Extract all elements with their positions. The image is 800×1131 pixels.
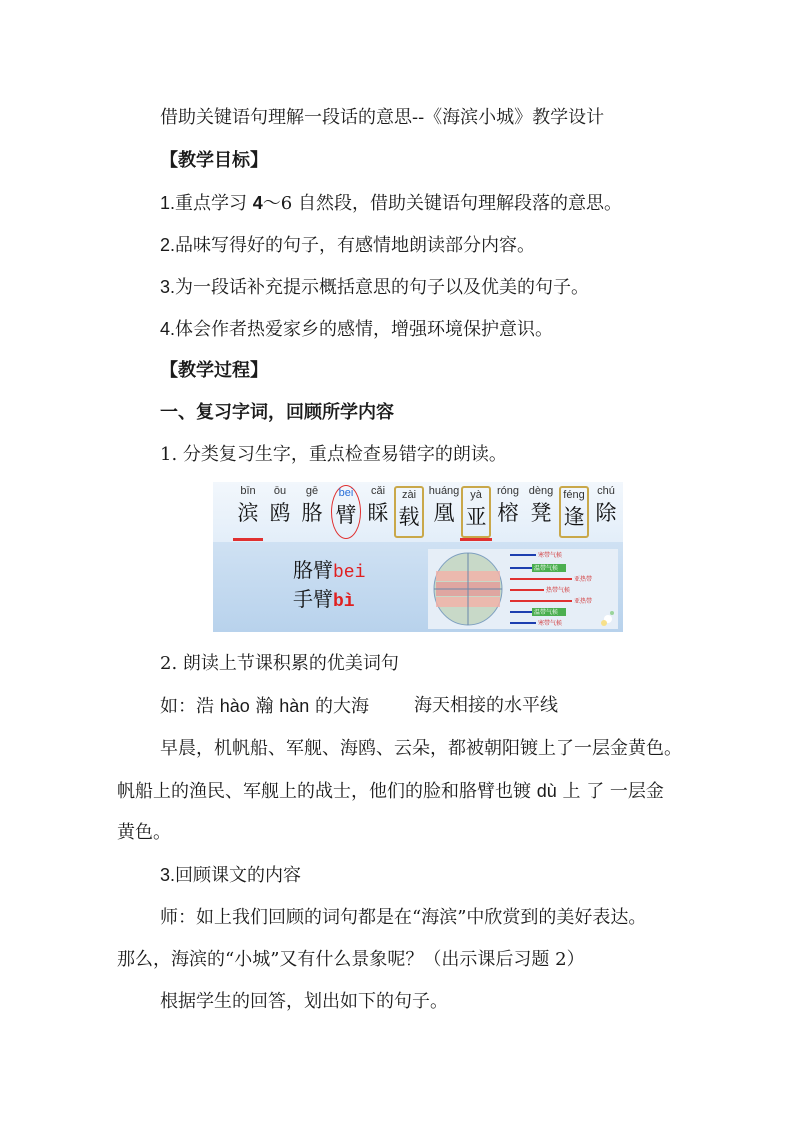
goal-text: 品味写得好的句子，有感情地朗读部分内容。 [175,235,536,256]
goal-item-2 [160,233,535,258]
goal-text: 体会作者热爱家乡的感情，增强环境保护意识。 [175,319,554,340]
paragraph-pinyin: dù [536,781,557,801]
goal-text: ～6 自然段，借助关键语句理解段落的意思。 [262,193,622,214]
word-hanzi: 手臂 [293,587,333,611]
character-band [213,482,623,542]
example-text: 如：浩 [160,696,220,717]
goals-heading: 【教学目标】 [160,150,268,171]
paragraph-text: 上 了 一层金 [556,781,664,802]
section1-heading: 一、复习字词，回顾所学内容 [160,402,394,423]
goal-item-3 [160,275,589,300]
char-cell-boxed: féng 逢 [559,486,589,538]
example-text: 的大海 [309,696,370,717]
char-cell: dèng 凳 [528,485,554,525]
char-cell: gē 胳 [301,485,323,525]
char-cell-boxed: zài 载 [394,486,424,538]
paragraph-1-line-3: 黄色。 [117,822,171,843]
char-cell: róng 榕 [496,485,520,525]
diagram-label: 亚热带 [574,577,593,583]
red-underline [233,538,263,541]
paragraph-1-line-2 [117,779,664,804]
paragraph-text: 帆船上的渔民、军舰上的战士，他们的脸和胳臂也镀 [117,781,537,802]
red-underline [460,538,492,541]
goal-item-1 [160,191,622,216]
goal-number: 4. [160,319,176,339]
step3-number: 3. [160,865,176,885]
goal-item-4 [160,317,553,342]
closing-line: 根据学生的回答，划出如下的句子。 [160,991,448,1012]
diagram-label: 亚热带 [574,599,593,605]
char-cell-boxed: yà 亚 [461,486,491,538]
char-cell: bīn 滨 [237,485,259,525]
step3-text: 回顾课文的内容 [175,865,302,886]
example-pinyin: hàn [279,696,310,716]
example-text: 瀚 [249,696,280,717]
char-cell: cǎi 睬 [367,485,389,525]
word-pinyin: bei [333,563,366,583]
document-title: 借助关键语句理解一段话的意思--《海滨小城》教学设计 [160,107,605,128]
word-row-2 [293,586,365,615]
teacher-line-1: 师：如上我们回顾的词句都是在“海滨”中欣赏到的美好表达。 [160,907,647,928]
example-line [160,694,369,719]
diagram-label: 热带气候 [546,588,571,594]
step3-line [160,863,301,888]
goal-number: 1. [160,193,176,213]
goal-text: 为一段话补充提示概括意思的句子以及优美的句子。 [175,277,590,298]
goal-number: 2. [160,235,176,255]
char-cell: huáng 凰 [428,485,460,525]
paragraph-1-line-1: 早晨，机帆船、军舰、海鸥、云朵，都被朝阳镀上了一层金黄色。 [160,738,682,759]
process-heading: 【教学过程】 [160,360,268,381]
char-cell: chú 除 [595,485,617,525]
char-cell-circled: bei 臂 [331,485,361,539]
word-pinyin: bì [333,592,355,612]
word-hanzi: 胳臂 [293,558,333,582]
example-pinyin: hào [219,696,250,716]
step2-text: 2. 朗读上节课积累的优美词句 [160,653,399,674]
word-row-1 [293,557,365,586]
diagram-label: 寒带气候 [538,553,563,559]
diagram-label: 温带气候 [534,566,559,572]
teacher-line-2: 那么，海滨的“小城”又有什么景象呢？（出示课后习题 2） [117,949,585,970]
climate-zone-diagram [428,549,618,629]
diagram-label: 温带气候 [534,610,559,616]
goal-number: 3. [160,277,176,297]
word-panel [293,557,365,615]
step1-text: 1. 分类复习生字，重点检查易错字的朗读。 [160,444,507,465]
example-phrase-2: 海天相接的水平线 [414,695,558,716]
diagram-label: 寒带气候 [538,621,563,627]
goal-num: 4 [252,193,263,213]
char-cell: ōu 鸥 [269,485,291,525]
goal-text: 重点学习 [175,193,253,214]
lesson-slide-image [213,482,623,632]
